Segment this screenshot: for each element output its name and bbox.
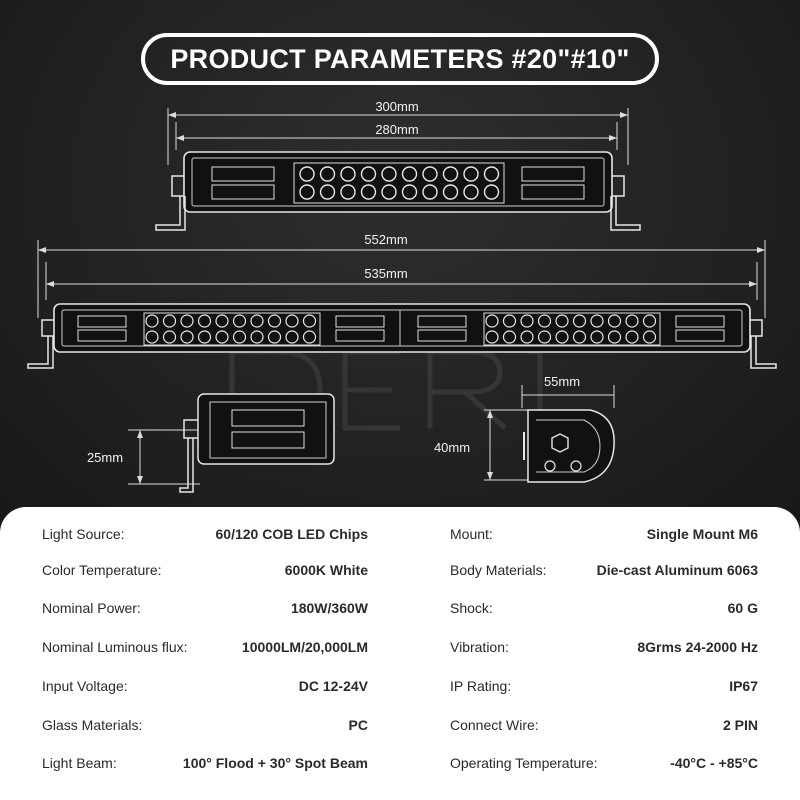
spec-label: Glass Materials:: [42, 717, 143, 733]
side-height-dimension: 40mm: [433, 440, 471, 455]
spec-value: 180W/360W: [290, 600, 368, 616]
spec-value: 2 PIN: [722, 717, 758, 733]
front-view: [87, 394, 334, 492]
large-light-bar: [28, 304, 776, 368]
height-dimension: 25mm: [86, 450, 124, 465]
spec-row: [42, 526, 368, 546]
spec-value: -40°C - +85°C: [670, 755, 758, 771]
side-width-dimension: 55mm: [543, 374, 581, 389]
spec-label: Color Temperature:: [42, 562, 162, 578]
large-bar-total-length: 552mm: [364, 232, 408, 247]
spec-value: 8Grms 24-2000 Hz: [637, 639, 758, 655]
spec-label: Nominal Luminous flux:: [42, 639, 188, 655]
spec-label: Light Beam:: [42, 755, 117, 771]
spec-value: Single Mount M6: [646, 526, 758, 542]
spec-value: 6000K White: [284, 562, 368, 578]
spec-label: Shock:: [450, 600, 493, 616]
spec-label: Input Voltage:: [42, 678, 128, 694]
small-bar-body-length: 280mm: [375, 122, 419, 137]
spec-label: IP Rating:: [450, 678, 512, 694]
small-light-bar: [156, 152, 640, 230]
large-bar-body-length: 535mm: [364, 266, 408, 281]
spec-row: [450, 526, 758, 546]
spec-row: [42, 600, 368, 620]
spec-row: [450, 755, 758, 775]
spec-label: Operating Temperature:: [450, 755, 598, 771]
spec-row: [42, 562, 368, 582]
spec-row: [450, 639, 758, 659]
spec-label: Mount:: [450, 526, 493, 542]
spec-value: 100° Flood + 30° Spot Beam: [182, 755, 368, 771]
small-bar-total-length: 300mm: [375, 99, 419, 114]
spec-label: Vibration:: [450, 639, 509, 655]
spec-row: [450, 562, 758, 582]
spec-row: [450, 678, 758, 698]
spec-value: 10000LM/20,000LM: [241, 639, 368, 655]
spec-row: [42, 678, 368, 698]
spec-value: 60/120 COB LED Chips: [215, 526, 368, 542]
spec-value: DC 12-24V: [298, 678, 368, 694]
spec-row: [42, 639, 368, 659]
spec-row: [450, 717, 758, 737]
spec-label: Light Source:: [42, 526, 125, 542]
spec-label: Connect Wire:: [450, 717, 539, 733]
spec-value: Die-cast Aluminum 6063: [596, 562, 758, 578]
spec-row: [42, 755, 368, 775]
page-title: PRODUCT PARAMETERS #20"#10": [170, 43, 630, 74]
spec-value: 60 G: [727, 600, 758, 616]
spec-value: PC: [348, 717, 368, 733]
spec-label: Body Materials:: [450, 562, 547, 578]
spec-row: [42, 717, 368, 737]
spec-value: IP67: [729, 678, 758, 694]
spec-row: [450, 600, 758, 620]
spec-label: Nominal Power:: [42, 600, 141, 616]
